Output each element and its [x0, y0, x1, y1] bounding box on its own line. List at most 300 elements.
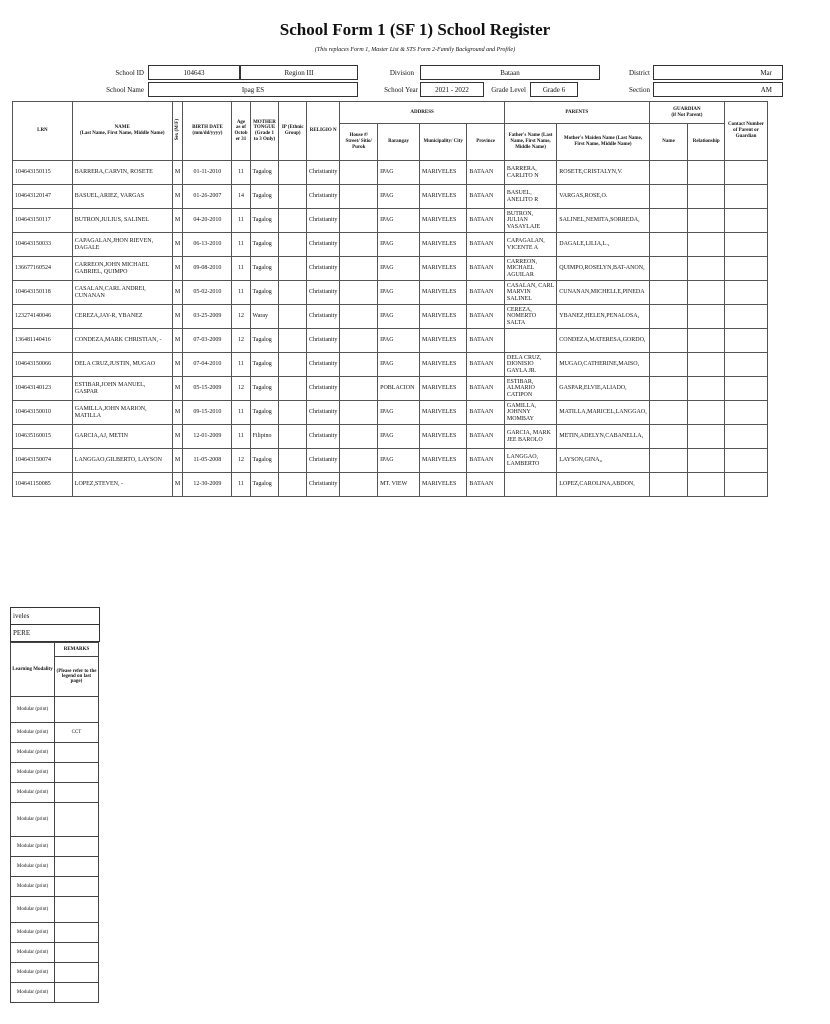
cell-ip	[279, 425, 307, 449]
cell-lrn: 136481140416	[13, 329, 73, 353]
cell-name: BARRERA,CARVIN, ROSETE	[72, 161, 172, 185]
division-field: Bataan	[420, 65, 600, 80]
cell-house	[340, 425, 378, 449]
cell-age: 11	[232, 473, 250, 497]
cell-guardian-name	[649, 257, 688, 281]
col-name-sub: (Last Name, First Name, Middle Name)	[79, 131, 165, 136]
cell-barangay: IPAG	[378, 257, 420, 281]
cell-province: BATAAN	[467, 401, 504, 425]
cell-learning-modality: Modular (print)	[11, 857, 55, 877]
cell-age: 12	[232, 329, 250, 353]
cell-learning-modality: Modular (print)	[11, 763, 55, 783]
cell-mother-tongue: Waray	[250, 305, 279, 329]
cell-birth-date: 12-01-2009	[183, 425, 232, 449]
cell-contact	[725, 401, 768, 425]
cell-learning-modality: Modular (print)	[11, 963, 55, 983]
cell-municipality: MARIVELES	[419, 257, 466, 281]
cell-relationship	[688, 281, 725, 305]
cell-mother: METIN,ADELYN,CABANELLA,	[557, 425, 650, 449]
school-name-label: School Name	[106, 86, 144, 94]
list-item	[11, 803, 99, 837]
cell-name: BUTRON,JULIUS, SALINEL	[72, 209, 172, 233]
cell-remark	[55, 857, 99, 877]
cell-barangay: IPAG	[378, 209, 420, 233]
cell-sex: M	[172, 329, 183, 353]
cell-province: BATAAN	[467, 281, 504, 305]
cell-remark	[55, 803, 99, 837]
page-title: School Form 1 (SF 1) School Register	[279, 20, 551, 39]
cell-birth-date: 06-13-2010	[183, 233, 232, 257]
col-father: Father's Name (Last Name, First Name, Middle Name)	[504, 124, 556, 161]
cell-house	[340, 161, 378, 185]
cell-guardian-name	[649, 329, 688, 353]
cell-birth-date: 04-20-2010	[183, 209, 232, 233]
cell-remark	[55, 877, 99, 897]
cell-house	[340, 281, 378, 305]
cell-mother-tongue: Tagalog	[250, 353, 279, 377]
cell-age: 11	[232, 233, 250, 257]
cell-ip	[279, 329, 307, 353]
cell-house	[340, 329, 378, 353]
table-row	[13, 233, 768, 257]
cell-guardian-name	[649, 401, 688, 425]
cell-guardian-name	[649, 353, 688, 377]
cell-age: 11	[232, 257, 250, 281]
cell-house	[340, 401, 378, 425]
district-fragment: iveles	[10, 607, 100, 625]
cell-birth-date: 01-26-2007	[183, 185, 232, 209]
school-year-label: School Year	[384, 86, 418, 94]
cell-sex: M	[172, 185, 183, 209]
cell-name: CONDEZA,MARK CHRISTIAN, -	[72, 329, 172, 353]
cell-sex: M	[172, 281, 183, 305]
cell-age: 12	[232, 449, 250, 473]
cell-mother: MATILLA,MARICEL,LANGGAO,	[557, 401, 650, 425]
col-barangay: Barangay	[378, 124, 420, 161]
cell-sex: M	[172, 353, 183, 377]
cell-birth-date: 05-02-2010	[183, 281, 232, 305]
cell-father: ESTIBAR, ALMARIO CATIPON	[504, 377, 556, 401]
cell-contact	[725, 425, 768, 449]
table-row	[13, 353, 768, 377]
cell-province: BATAAN	[467, 449, 504, 473]
cell-age: 11	[232, 425, 250, 449]
cell-province: BATAAN	[467, 425, 504, 449]
cell-mother-tongue: Tagalog	[250, 449, 279, 473]
cell-learning-modality: Modular (print)	[11, 697, 55, 723]
cell-barangay: IPAG	[378, 185, 420, 209]
cell-contact	[725, 473, 768, 497]
school-info	[12, 64, 772, 102]
cell-mother: DAGALE,LILIA,L.,	[557, 233, 650, 257]
cell-father: BASUEL, ANELITO R	[504, 185, 556, 209]
table-row	[13, 257, 768, 281]
page-two-fragment	[10, 608, 102, 1003]
cell-age: 11	[232, 401, 250, 425]
section-label: Section	[629, 86, 650, 94]
cell-ip	[279, 233, 307, 257]
cell-lrn: 104643150010	[13, 401, 73, 425]
cell-lrn: 104643140123	[13, 377, 73, 401]
cell-religion: Christianity	[307, 401, 340, 425]
cell-mother-tongue: Tagalog	[250, 329, 279, 353]
cell-relationship	[688, 473, 725, 497]
col-name	[72, 102, 172, 161]
cell-name: BASUEL,ARIEZ, VARGAS	[72, 185, 172, 209]
cell-lrn: 104641150085	[13, 473, 73, 497]
cell-guardian-name	[649, 209, 688, 233]
cell-religion: Christianity	[307, 281, 340, 305]
table-row	[13, 425, 768, 449]
col-learning-modality: Learning Modality	[11, 643, 55, 697]
cell-birth-date: 05-15-2009	[183, 377, 232, 401]
cell-ip	[279, 281, 307, 305]
list-item	[11, 983, 99, 1003]
cell-birth-date: 11-05-2008	[183, 449, 232, 473]
col-guardian	[649, 102, 724, 124]
cell-name: CASALAN,CARL ANDREI, CUNANAN	[72, 281, 172, 305]
cell-learning-modality: Modular (print)	[11, 923, 55, 943]
cell-birth-date: 07-04-2010	[183, 353, 232, 377]
cell-sex: M	[172, 449, 183, 473]
cell-municipality: MARIVELES	[419, 329, 466, 353]
cell-lrn: 104643150115	[13, 161, 73, 185]
school-name-field: Ipag ES	[148, 82, 358, 97]
cell-province: BATAAN	[467, 473, 504, 497]
cell-name: LANGGAO,GILBERTO, LAYSON	[72, 449, 172, 473]
cell-father: GAMILLA, JOHNNY MOMBAY	[504, 401, 556, 425]
cell-father: CAPAGALAN, VICENTE A	[504, 233, 556, 257]
cell-province: BATAAN	[467, 353, 504, 377]
list-item	[11, 697, 99, 723]
cell-guardian-name	[649, 161, 688, 185]
cell-ip	[279, 353, 307, 377]
cell-father: CEREZA, NOMERTO SALTA	[504, 305, 556, 329]
cell-barangay: IPAG	[378, 401, 420, 425]
cell-sex: M	[172, 209, 183, 233]
col-mother: Mother's Maiden Name (Last Name, First Name, Middle Name)	[557, 124, 650, 161]
section-field: AM	[653, 82, 783, 97]
cell-ip	[279, 473, 307, 497]
cell-lrn: 104643150118	[13, 281, 73, 305]
cell-municipality: MARIVELES	[419, 209, 466, 233]
list-item	[11, 923, 99, 943]
cell-name: CEREZA,JAY-R, YBANEZ	[72, 305, 172, 329]
cell-birth-date: 09-08-2010	[183, 257, 232, 281]
table-row	[13, 401, 768, 425]
table-row	[13, 305, 768, 329]
cell-relationship	[688, 185, 725, 209]
cell-birth-date: 07-03-2009	[183, 329, 232, 353]
cell-ip	[279, 401, 307, 425]
cell-father: LANGGAO, LAMBERTO	[504, 449, 556, 473]
cell-barangay: IPAG	[378, 353, 420, 377]
cell-age: 14	[232, 185, 250, 209]
cell-barangay: IPAG	[378, 305, 420, 329]
cell-age: 11	[232, 161, 250, 185]
cell-guardian-name	[649, 281, 688, 305]
cell-municipality: MARIVELES	[419, 305, 466, 329]
table-row	[13, 377, 768, 401]
cell-contact	[725, 377, 768, 401]
cell-lrn: 104643150033	[13, 233, 73, 257]
cell-province: BATAAN	[467, 257, 504, 281]
cell-remark: CCT	[55, 723, 99, 743]
cell-lrn: 104643150066	[13, 353, 73, 377]
cell-remark	[55, 963, 99, 983]
cell-relationship	[688, 161, 725, 185]
cell-remark	[55, 783, 99, 803]
page-subtitle: (This replaces Form 1, Master List & STS Form 2-Family Background and Profile)	[314, 47, 516, 53]
cell-mother: LAYSON,GINA,,	[557, 449, 650, 473]
cell-age: 11	[232, 353, 250, 377]
col-remarks-sub: (Please refer to the legend on last page)	[55, 657, 99, 697]
cell-municipality: MARIVELES	[419, 473, 466, 497]
cell-name: ESTIBAR,JOHN MANUEL, GASPAR	[72, 377, 172, 401]
cell-sex: M	[172, 473, 183, 497]
col-birth-date	[183, 102, 232, 161]
cell-guardian-name	[649, 305, 688, 329]
cell-relationship	[688, 233, 725, 257]
cell-lrn: 104643150117	[13, 209, 73, 233]
cell-remark	[55, 983, 99, 1003]
cell-municipality: MARIVELES	[419, 233, 466, 257]
cell-name: GARCIA,AJ, METIN	[72, 425, 172, 449]
cell-barangay: IPAG	[378, 329, 420, 353]
cell-house	[340, 233, 378, 257]
cell-guardian-name	[649, 377, 688, 401]
cell-guardian-name	[649, 473, 688, 497]
cell-sex: M	[172, 161, 183, 185]
cell-mother-tongue: Filipino	[250, 425, 279, 449]
cell-barangay: IPAG	[378, 425, 420, 449]
cell-mother-tongue: Tagalog	[250, 185, 279, 209]
col-lrn: LRN	[13, 102, 73, 161]
cell-contact	[725, 329, 768, 353]
cell-province: BATAAN	[467, 305, 504, 329]
list-item	[11, 897, 99, 923]
cell-mother-tongue: Tagalog	[250, 257, 279, 281]
cell-father: DELA CRUZ, DIONISIO GAYLA JR.	[504, 353, 556, 377]
school-id-field: 104643	[148, 65, 240, 80]
cell-house	[340, 353, 378, 377]
col-province: Province	[467, 124, 504, 161]
cell-sex: M	[172, 425, 183, 449]
col-guardian-sub: (if Not Parent)	[671, 112, 703, 118]
col-ip: IP (Ethnic Group)	[279, 102, 307, 161]
cell-learning-modality: Modular (print)	[11, 723, 55, 743]
cell-father: BARRERA, CARLITO N	[504, 161, 556, 185]
cell-sex: M	[172, 305, 183, 329]
school-id-label: School ID	[115, 69, 144, 77]
col-house: House #/ Street/ Sitio/ Purok	[340, 124, 378, 161]
cell-contact	[725, 185, 768, 209]
col-contact: Contact Number of Parent or Guardian	[725, 102, 768, 161]
cell-mother: MUGAO,CATHERINE,MAISO,	[557, 353, 650, 377]
cell-mother-tongue: Tagalog	[250, 473, 279, 497]
cell-ip	[279, 209, 307, 233]
cell-municipality: MARIVELES	[419, 185, 466, 209]
cell-name: CAPAGALAN,JHON RIEVEN, DAGALE	[72, 233, 172, 257]
cell-relationship	[688, 257, 725, 281]
cell-religion: Christianity	[307, 209, 340, 233]
cell-contact	[725, 233, 768, 257]
cell-municipality: MARIVELES	[419, 449, 466, 473]
cell-barangay: IPAG	[378, 233, 420, 257]
col-sex-label: Sex (M/F)	[174, 119, 180, 141]
cell-ip	[279, 449, 307, 473]
cell-mother-tongue: Tagalog	[250, 233, 279, 257]
cell-contact	[725, 257, 768, 281]
cell-house	[340, 257, 378, 281]
col-municipality: Municipality/ City	[419, 124, 466, 161]
list-item	[11, 877, 99, 897]
grade-level-field: Grade 6	[530, 82, 578, 97]
table-row	[13, 185, 768, 209]
division-label: Division	[389, 69, 414, 77]
cell-father: BUTRON, JULIAN VASAYLAJE	[504, 209, 556, 233]
cell-learning-modality: Modular (print)	[11, 877, 55, 897]
cell-remark	[55, 897, 99, 923]
cell-mother: QUIMPO,ROSELYN,BAT-ANON,	[557, 257, 650, 281]
cell-guardian-name	[649, 449, 688, 473]
cell-house	[340, 449, 378, 473]
cell-guardian-name	[649, 233, 688, 257]
cell-municipality: MARIVELES	[419, 353, 466, 377]
cell-religion: Christianity	[307, 185, 340, 209]
cell-name: GAMILLA,JOHN MARION, MATILLA	[72, 401, 172, 425]
cell-religion: Christianity	[307, 449, 340, 473]
cell-house	[340, 209, 378, 233]
cell-mother: SALINEL,NEMITA,SORREDA,	[557, 209, 650, 233]
col-address: ADDRESS	[340, 102, 505, 124]
cell-religion: Christianity	[307, 353, 340, 377]
col-birth-title: BIRTH DATE	[192, 125, 223, 131]
cell-barangay: POBLACION	[378, 377, 420, 401]
cell-name: DELA CRUZ,JUSTIN, MUGAO	[72, 353, 172, 377]
cell-contact	[725, 449, 768, 473]
cell-contact	[725, 305, 768, 329]
cell-mother-tongue: Tagalog	[250, 161, 279, 185]
cell-province: BATAAN	[467, 329, 504, 353]
cell-municipality: MARIVELES	[419, 161, 466, 185]
grade-level-label: Grade Level	[491, 86, 526, 94]
school-register-table	[12, 101, 768, 497]
cell-house	[340, 305, 378, 329]
cell-relationship	[688, 401, 725, 425]
col-birth-sub: (mm/dd/yyyy)	[192, 131, 223, 136]
cell-province: BATAAN	[467, 209, 504, 233]
cell-remark	[55, 943, 99, 963]
cell-mother-tongue: Tagalog	[250, 377, 279, 401]
cell-contact	[725, 281, 768, 305]
list-item	[11, 763, 99, 783]
cell-father	[504, 473, 556, 497]
section-fragment: PERE	[10, 624, 100, 642]
cell-relationship	[688, 329, 725, 353]
cell-sex: M	[172, 401, 183, 425]
cell-municipality: MARIVELES	[419, 281, 466, 305]
cell-remark	[55, 923, 99, 943]
cell-religion: Christianity	[307, 257, 340, 281]
list-item	[11, 943, 99, 963]
cell-age: 12	[232, 377, 250, 401]
col-guardian-name: Name	[649, 124, 688, 161]
school-year-field: 2021 - 2022	[420, 82, 484, 97]
cell-lrn: 104635160015	[13, 425, 73, 449]
cell-religion: Christianity	[307, 473, 340, 497]
district-field: Mar	[653, 65, 783, 80]
cell-religion: Christianity	[307, 425, 340, 449]
cell-house	[340, 185, 378, 209]
cell-barangay: IPAG	[378, 281, 420, 305]
col-sex	[172, 102, 183, 161]
cell-remark	[55, 763, 99, 783]
cell-father: CARREON, MICHAEL AGUILAR	[504, 257, 556, 281]
cell-learning-modality: Modular (print)	[11, 837, 55, 857]
cell-learning-modality: Modular (print)	[11, 897, 55, 923]
cell-sex: M	[172, 377, 183, 401]
cell-ip	[279, 377, 307, 401]
cell-remark	[55, 697, 99, 723]
col-relationship: Relationship	[688, 124, 725, 161]
cell-guardian-name	[649, 425, 688, 449]
cell-religion: Christianity	[307, 329, 340, 353]
cell-relationship	[688, 449, 725, 473]
cell-relationship	[688, 425, 725, 449]
district-label: District	[629, 69, 650, 77]
list-item	[11, 723, 99, 743]
cell-mother: CUNANAN,MICHELLE,PINEDA	[557, 281, 650, 305]
cell-learning-modality: Modular (print)	[11, 743, 55, 763]
cell-birth-date: 09-15-2010	[183, 401, 232, 425]
cell-learning-modality: Modular (print)	[11, 983, 55, 1003]
cell-age: 11	[232, 281, 250, 305]
cell-contact	[725, 209, 768, 233]
cell-lrn: 104643120147	[13, 185, 73, 209]
cell-name: CARREON,JOHN MICHAEL GABRIEL, QUIMPO	[72, 257, 172, 281]
cell-age: 11	[232, 209, 250, 233]
cell-birth-date: 01-11-2010	[183, 161, 232, 185]
cell-father: CASALAN, CARL MARVIN SALINEL	[504, 281, 556, 305]
cell-barangay: MT. VIEW	[378, 473, 420, 497]
cell-age: 12	[232, 305, 250, 329]
cell-province: BATAAN	[467, 161, 504, 185]
cell-sex: M	[172, 233, 183, 257]
cell-relationship	[688, 353, 725, 377]
table-row	[13, 329, 768, 353]
cell-mother-tongue: Tagalog	[250, 401, 279, 425]
list-item	[11, 857, 99, 877]
list-item	[11, 783, 99, 803]
cell-learning-modality: Modular (print)	[11, 943, 55, 963]
cell-barangay: IPAG	[378, 449, 420, 473]
cell-municipality: MARIVELES	[419, 377, 466, 401]
col-age: Age as of Octob er 31	[232, 102, 250, 161]
cell-contact	[725, 353, 768, 377]
list-item	[11, 963, 99, 983]
region-field: Region III	[240, 65, 358, 80]
cell-mother: GASPAR,ELVIE,ALIADO,	[557, 377, 650, 401]
cell-house	[340, 473, 378, 497]
cell-religion: Christianity	[307, 161, 340, 185]
cell-father: GARCIA, MARK JEE BAROLO	[504, 425, 556, 449]
col-remarks: REMARKS	[55, 643, 99, 657]
cell-lrn: 104643150074	[13, 449, 73, 473]
cell-contact	[725, 161, 768, 185]
cell-remark	[55, 743, 99, 763]
col-mother-tongue: MOTHER TONGUE (Grade 1 to 3 Only)	[250, 102, 279, 161]
